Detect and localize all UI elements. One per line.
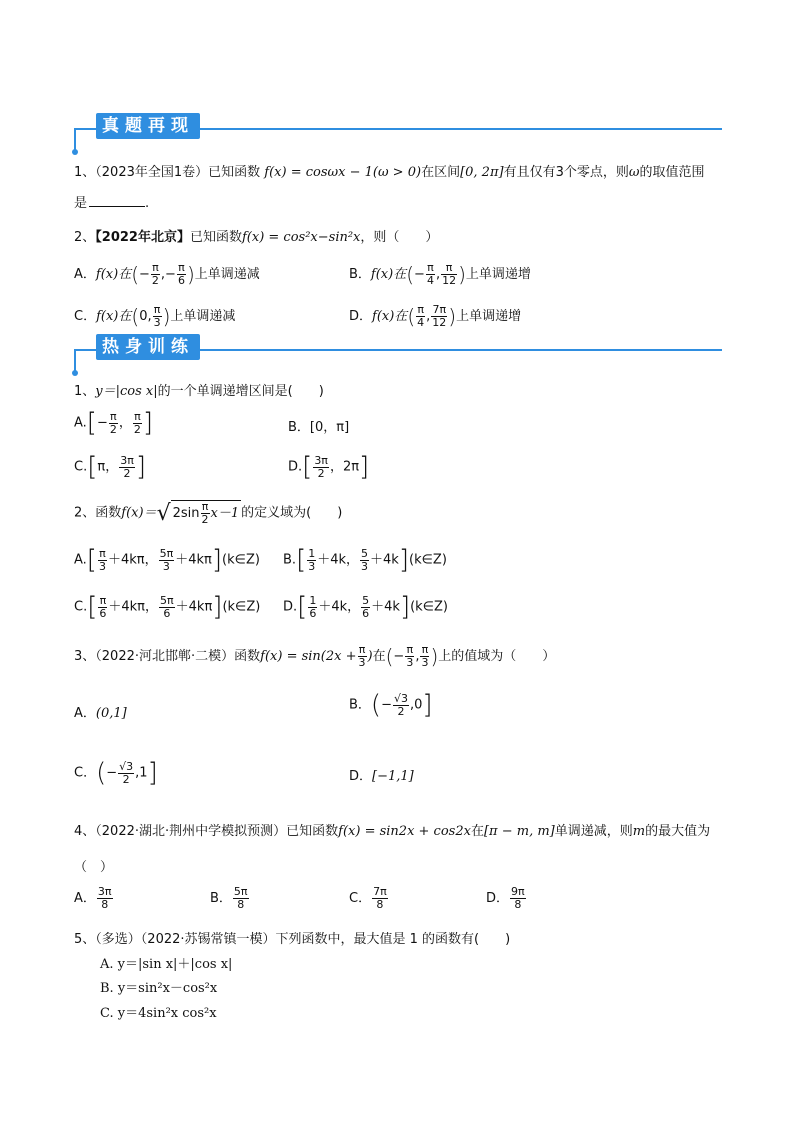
q-source: （2023年全国1卷） bbox=[95, 165, 209, 180]
q-source: （2022·苏锡常镇一模） bbox=[140, 932, 276, 947]
q-text: 的最大值为 bbox=[645, 824, 711, 839]
q-formula: f(x) = sin(2x + bbox=[260, 649, 357, 664]
q-source: 【2022年北京】 bbox=[95, 230, 190, 245]
option-label: A． bbox=[74, 267, 96, 282]
q-source: （2022·湖北·荆州中学模拟预测） bbox=[95, 824, 287, 839]
w1-option-b[interactable] bbox=[288, 416, 349, 435]
w3-option-b[interactable]: B．(− $\frac{√3}{2}$ ,0] bbox=[349, 690, 433, 720]
option-text: 上单调递增 bbox=[456, 309, 522, 324]
w1-option-a[interactable]: A.[− $\frac{\pi}{2}$ ， $\frac{\pi}{2}$ ] bbox=[74, 408, 154, 438]
q-formula: f(x)＝ bbox=[121, 505, 157, 521]
q-text: 已知函数 bbox=[286, 824, 339, 839]
option-text: f(x)在 bbox=[95, 267, 132, 282]
option-text: [0，π] bbox=[309, 420, 350, 435]
section-header-warmup bbox=[74, 337, 722, 377]
q2-option-a[interactable]: A．f(x)在(− $\frac{\pi}{2}$ ,− $\frac{\pi}{6}$ )上单调递减 bbox=[74, 261, 260, 287]
question-1-cont bbox=[74, 192, 149, 211]
q-formula: f(x) = cosωx − 1(ω > 0) bbox=[264, 165, 422, 180]
w2-option-b[interactable]: B.[ $\frac{1}{3}$ ＋4k， $\frac{5}{3}$ ＋4k](k∈Z) bbox=[283, 545, 447, 575]
warmup-1 bbox=[74, 380, 324, 399]
q-formula: y＝|cos x| bbox=[95, 384, 158, 399]
q-text: 函数 bbox=[234, 649, 261, 664]
option-label: C． bbox=[74, 309, 97, 324]
q-symbol: m bbox=[632, 824, 646, 839]
q-text: 单调递减，则 bbox=[554, 824, 633, 839]
w3-option-d[interactable] bbox=[349, 765, 414, 784]
option-label: C． bbox=[74, 765, 97, 781]
w4-option-a[interactable]: A． $\frac{3\pi}{8}$ bbox=[74, 885, 112, 911]
w3-option-c[interactable]: C．(− $\frac{√3}{2}$ ,1] bbox=[74, 758, 158, 788]
option-text: 上单调递增 bbox=[465, 267, 531, 282]
q-text: 已知函数 bbox=[208, 165, 261, 180]
w5-option-b[interactable]: B. y＝sin²x－cos²x bbox=[100, 981, 218, 996]
warmup-4 bbox=[74, 820, 710, 839]
q-number: 4、 bbox=[74, 824, 96, 839]
sqrt-expression: √ 2sin $\frac{\pi}{2}$ x－1 bbox=[156, 500, 240, 526]
option-label: A． bbox=[74, 706, 96, 721]
option-text: f(x)在 bbox=[96, 309, 132, 324]
option-label: C. bbox=[74, 459, 88, 475]
answer-paren[interactable]: （ ） bbox=[74, 860, 114, 875]
q-number: 5、 bbox=[74, 932, 96, 947]
w5-option-a[interactable]: A. y＝|sin x|＋|cos x| bbox=[100, 957, 233, 972]
option-label: B. bbox=[283, 552, 297, 568]
option-text: ，2π bbox=[329, 459, 360, 475]
option-text: 上单调递减 bbox=[170, 309, 236, 324]
w1-option-c[interactable]: C.[π， $\frac{3\pi}{2}$ ] bbox=[74, 452, 146, 482]
option-label: B． bbox=[210, 891, 232, 906]
q-tag: （多选） bbox=[95, 932, 141, 947]
q-text: 下列函数中，最大值是 1 的函数有( ) bbox=[275, 932, 511, 947]
q-source: （2022·河北邯郸·二模） bbox=[95, 649, 235, 664]
q-text: 已知函数 bbox=[189, 230, 242, 245]
warmup-3: 3、（2022·河北邯郸·二模）函数f(x) = sin(2x + $\frac{\pi}{3}$ )在(− $\frac{\pi}{3}$ , $\frac{\pi}{3}$ )上的值域为（ ） bbox=[74, 643, 556, 669]
option-label: B． bbox=[349, 697, 371, 713]
q-number: 2、 bbox=[74, 505, 96, 521]
q-text: ，则（ ） bbox=[360, 230, 439, 245]
q-text: 在 bbox=[372, 649, 386, 664]
option-label: C. bbox=[74, 599, 88, 615]
option-label: D． bbox=[486, 891, 510, 906]
section-title: 热身训练 bbox=[96, 334, 200, 360]
q2-option-d[interactable]: D．f(x)在( $\frac{\pi}{4}$ , $\frac{7\pi}{12}$ )上单调递增 bbox=[349, 303, 522, 329]
option-text: π， bbox=[97, 459, 119, 475]
question-2 bbox=[74, 226, 438, 245]
option-label: A. bbox=[74, 552, 87, 568]
warmup-4-cont bbox=[74, 856, 113, 875]
section-title: 真题再现 bbox=[96, 113, 200, 139]
q-number: 3、 bbox=[74, 649, 96, 664]
option-label: A． bbox=[74, 891, 96, 906]
option-text: f(x)在 bbox=[370, 267, 407, 282]
q-interval: [0, 2π] bbox=[460, 165, 504, 180]
w4-option-c[interactable]: C． $\frac{7\pi}{8}$ bbox=[349, 885, 387, 911]
w4-option-b[interactable]: B． $\frac{5\pi}{8}$ bbox=[210, 885, 248, 911]
w1-option-d[interactable]: D.[ $\frac{3\pi}{2}$ ，2π] bbox=[288, 452, 370, 482]
q-text: 上的值域为（ ） bbox=[438, 649, 556, 664]
q-text: 在区间 bbox=[421, 165, 461, 180]
q-number: 2、 bbox=[74, 230, 96, 245]
q-number: 1、 bbox=[74, 384, 96, 399]
option-label: D． bbox=[349, 769, 373, 784]
q-symbol: ω bbox=[628, 165, 640, 180]
option-label: B． bbox=[349, 267, 371, 282]
q-number: 1、 bbox=[74, 165, 96, 180]
option-text: [−1,1] bbox=[372, 769, 414, 784]
w3-option-a[interactable] bbox=[74, 702, 127, 721]
section-dot bbox=[72, 149, 78, 155]
warmup-2 bbox=[74, 500, 342, 526]
option-label: C． bbox=[349, 891, 372, 906]
option-label: D. bbox=[283, 599, 298, 615]
option-label: A. bbox=[74, 415, 87, 431]
section-header-real-exam bbox=[74, 116, 722, 156]
w2-option-d[interactable]: D.[ $\frac{1}{6}$ ＋4k， $\frac{5}{6}$ ＋4k](k∈Z) bbox=[283, 592, 448, 622]
option-text: 上单调递减 bbox=[194, 267, 260, 282]
option-label: D． bbox=[349, 309, 373, 324]
q-text: 的一个单调递增区间是( ) bbox=[157, 384, 324, 399]
section-dot bbox=[72, 370, 78, 376]
q-text: . bbox=[145, 196, 150, 211]
q-interval: [π − m, m] bbox=[483, 824, 555, 839]
answer-blank[interactable] bbox=[89, 206, 145, 207]
q2-option-c[interactable]: C．f(x)在(0, $\frac{\pi}{3}$ )上单调递减 bbox=[74, 303, 236, 329]
q-text: 在 bbox=[470, 824, 484, 839]
q2-option-b[interactable]: B．f(x)在(− $\frac{\pi}{4}$ , $\frac{\pi}{12}$ )上单调递增 bbox=[349, 261, 531, 287]
q-text: 的定义域为( ) bbox=[241, 505, 343, 521]
question-1 bbox=[74, 161, 704, 180]
w2-option-c[interactable]: C.[ $\frac{\pi}{6}$ ＋4kπ， $\frac{5\pi}{6}$ ＋4kπ](k∈Z) bbox=[74, 592, 261, 622]
q-text: 函数 bbox=[95, 505, 122, 521]
q-text: 有且仅有3个零点，则 bbox=[503, 165, 629, 180]
option-label: B． bbox=[288, 420, 310, 435]
q-text: 的取值范围 bbox=[639, 165, 705, 180]
w2-option-a[interactable]: A.[ $\frac{\pi}{3}$ ＋4kπ， $\frac{5\pi}{3}$ ＋4kπ](k∈Z) bbox=[74, 545, 260, 575]
w4-option-d[interactable]: D． $\frac{9\pi}{8}$ bbox=[486, 885, 525, 911]
q-formula: f(x) = cos²x−sin²x bbox=[241, 230, 361, 245]
option-text: (0,1] bbox=[95, 706, 127, 721]
option-label: D. bbox=[288, 459, 303, 475]
warmup-5 bbox=[74, 928, 510, 947]
w5-option-c[interactable]: C. y＝4sin²x cos²x bbox=[100, 1006, 217, 1021]
q-text: 是 bbox=[74, 196, 88, 211]
option-text: f(x)在 bbox=[372, 309, 408, 324]
q-formula: f(x) = sin2x + cos2x bbox=[338, 824, 471, 839]
